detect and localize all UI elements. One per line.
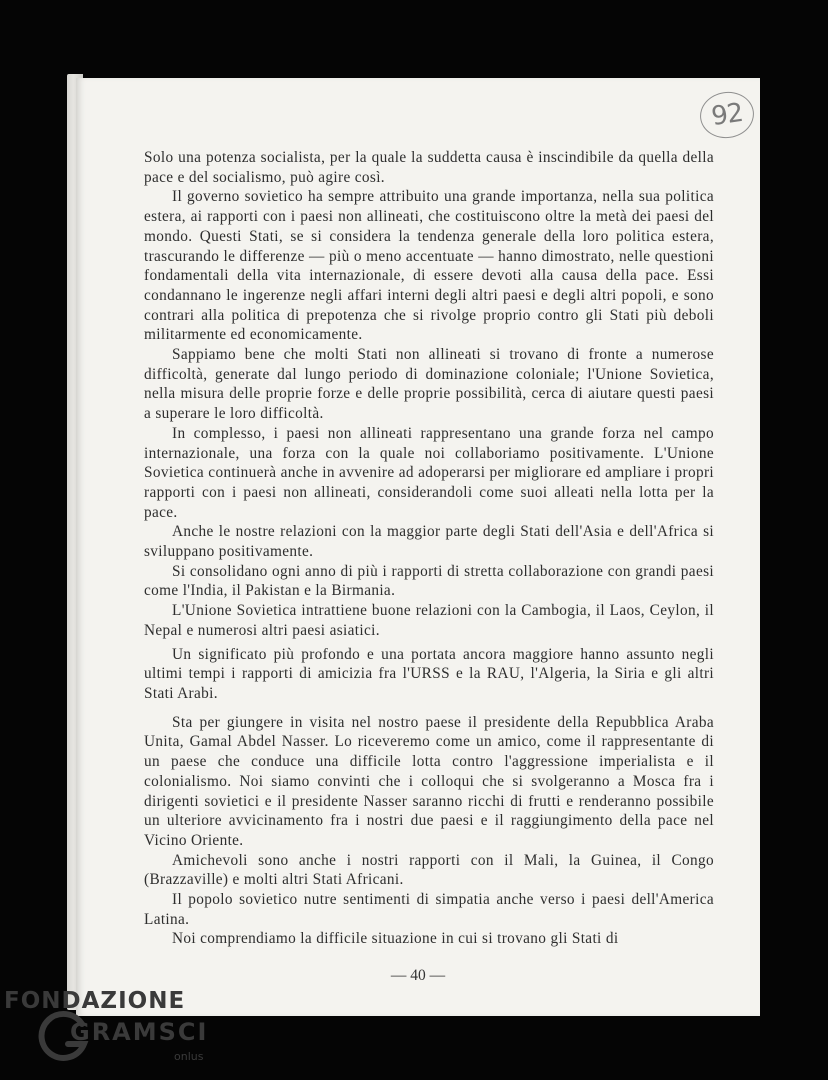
paragraph: In complesso, i paesi non allineati rappresentano una grande forza nel campo internazionale, una forza con la quale noi collaboriamo positivamente. L'Unione Sovietica continuerà anche in avvenire ad adoperarsi per migliorare ed ampliare i propri rapporti con i paesi non allineati, considerandoli come suoi alleati nella lotta per la pace. [144, 424, 714, 521]
document-page [76, 78, 760, 1016]
paragraph: L'Unione Sovietica intrattiene buone relazioni con la Cambogia, il Laos, Ceylon, il Nepal e numerosi altri paesi asiatici. [144, 602, 714, 639]
paragraph: Solo una potenza socialista, per la quale la suddetta causa è inscindibile da quella della pace e del socialismo, può agire così. [144, 149, 714, 186]
paragraph: Il governo sovietico ha sempre attribuito una grande importanza, nella sua politica estera, ai rapporti con i paesi non allineati, che costituiscono oltre la metà dei paesi del mondo. Questi Stati, se si considera la tendenza generale della loro politica estera, trascurando le differenze — più o meno accentuate — hanno dimostrato, nelle questioni fondamentali della vita internazionale, di essere devoti alla causa della pace. Essi condannano le ingerenze negli affari interni degli altri paesi e degli altri popoli, e sono contrari alla politica di prepotenza che si rivolge proprio contro gli Stati più deboli militarmente ed economicamente. [144, 188, 714, 344]
watermark-line1: FONDAZIONE [4, 988, 186, 1014]
paragraph: Sappiamo bene che molti Stati non allineati si trovano di fronte a numerose difficoltà, generate dal lungo periodo di dominazione coloniale; l'Unione Sovietica, nella misura delle proprie forze e delle proprie possibilità, cerca di aiutare questi paesi a superare le loro difficoltà. [144, 346, 714, 423]
body-text [144, 148, 714, 949]
paragraph: Un significato più profondo e una portata ancora maggiore hanno assunto negli ultimi tempi i rapporti di amicizia fra l'URSS e la RAU, l'Algeria, la Siria e gli altri Stati Arabi. [144, 645, 714, 702]
paragraph: Noi comprendiamo la difficile situazione in cui si trovano gli Stati di [172, 930, 619, 948]
paragraph: Sta per giungere in visita nel nostro paese il presidente della Repubblica Araba Unita, Gamal Abdel Nasser. Lo riceveremo come un amico, come il rappresentante di un paese che conduce una difficile lotta contro l'aggressione imperialista e il colonialismo. Noi siamo convinti che i colloqui che si svolgeranno a Mosca fra i dirigenti sovietici e il presidente Nasser saranno ricchi di frutti e renderanno possibile un ulteriore avvicinamento fra i nostri due paesi e il raggiungimento della pace nel Vicino Oriente. [144, 713, 714, 849]
paragraph: Si consolidano ogni anno di più i rapporti di stretta collaborazione con grandi paesi come l'India, il Pakistan e la Birmania. [144, 562, 714, 600]
watermark-logo [4, 988, 234, 1078]
paragraph: Il popolo sovietico nutre sentimenti di simpatia anche verso i paesi dell'America Latina. [144, 891, 714, 928]
watermark-line3: onlus [174, 1050, 204, 1063]
paragraph: Amichevoli sono anche i nostri rapporti con il Mali, la Guinea, il Congo (Brazzaville) e molti altri Stati Africani. [144, 851, 714, 889]
page-number: — 40 — [390, 967, 446, 984]
watermark-line2: GRAMSCI [70, 1018, 209, 1046]
handwritten-page-mark: 92 [697, 88, 757, 141]
paragraph: Anche le nostre relazioni con la maggior parte degli Stati dell'Asia e dell'Africa si sviluppano positivamente. [144, 523, 714, 561]
